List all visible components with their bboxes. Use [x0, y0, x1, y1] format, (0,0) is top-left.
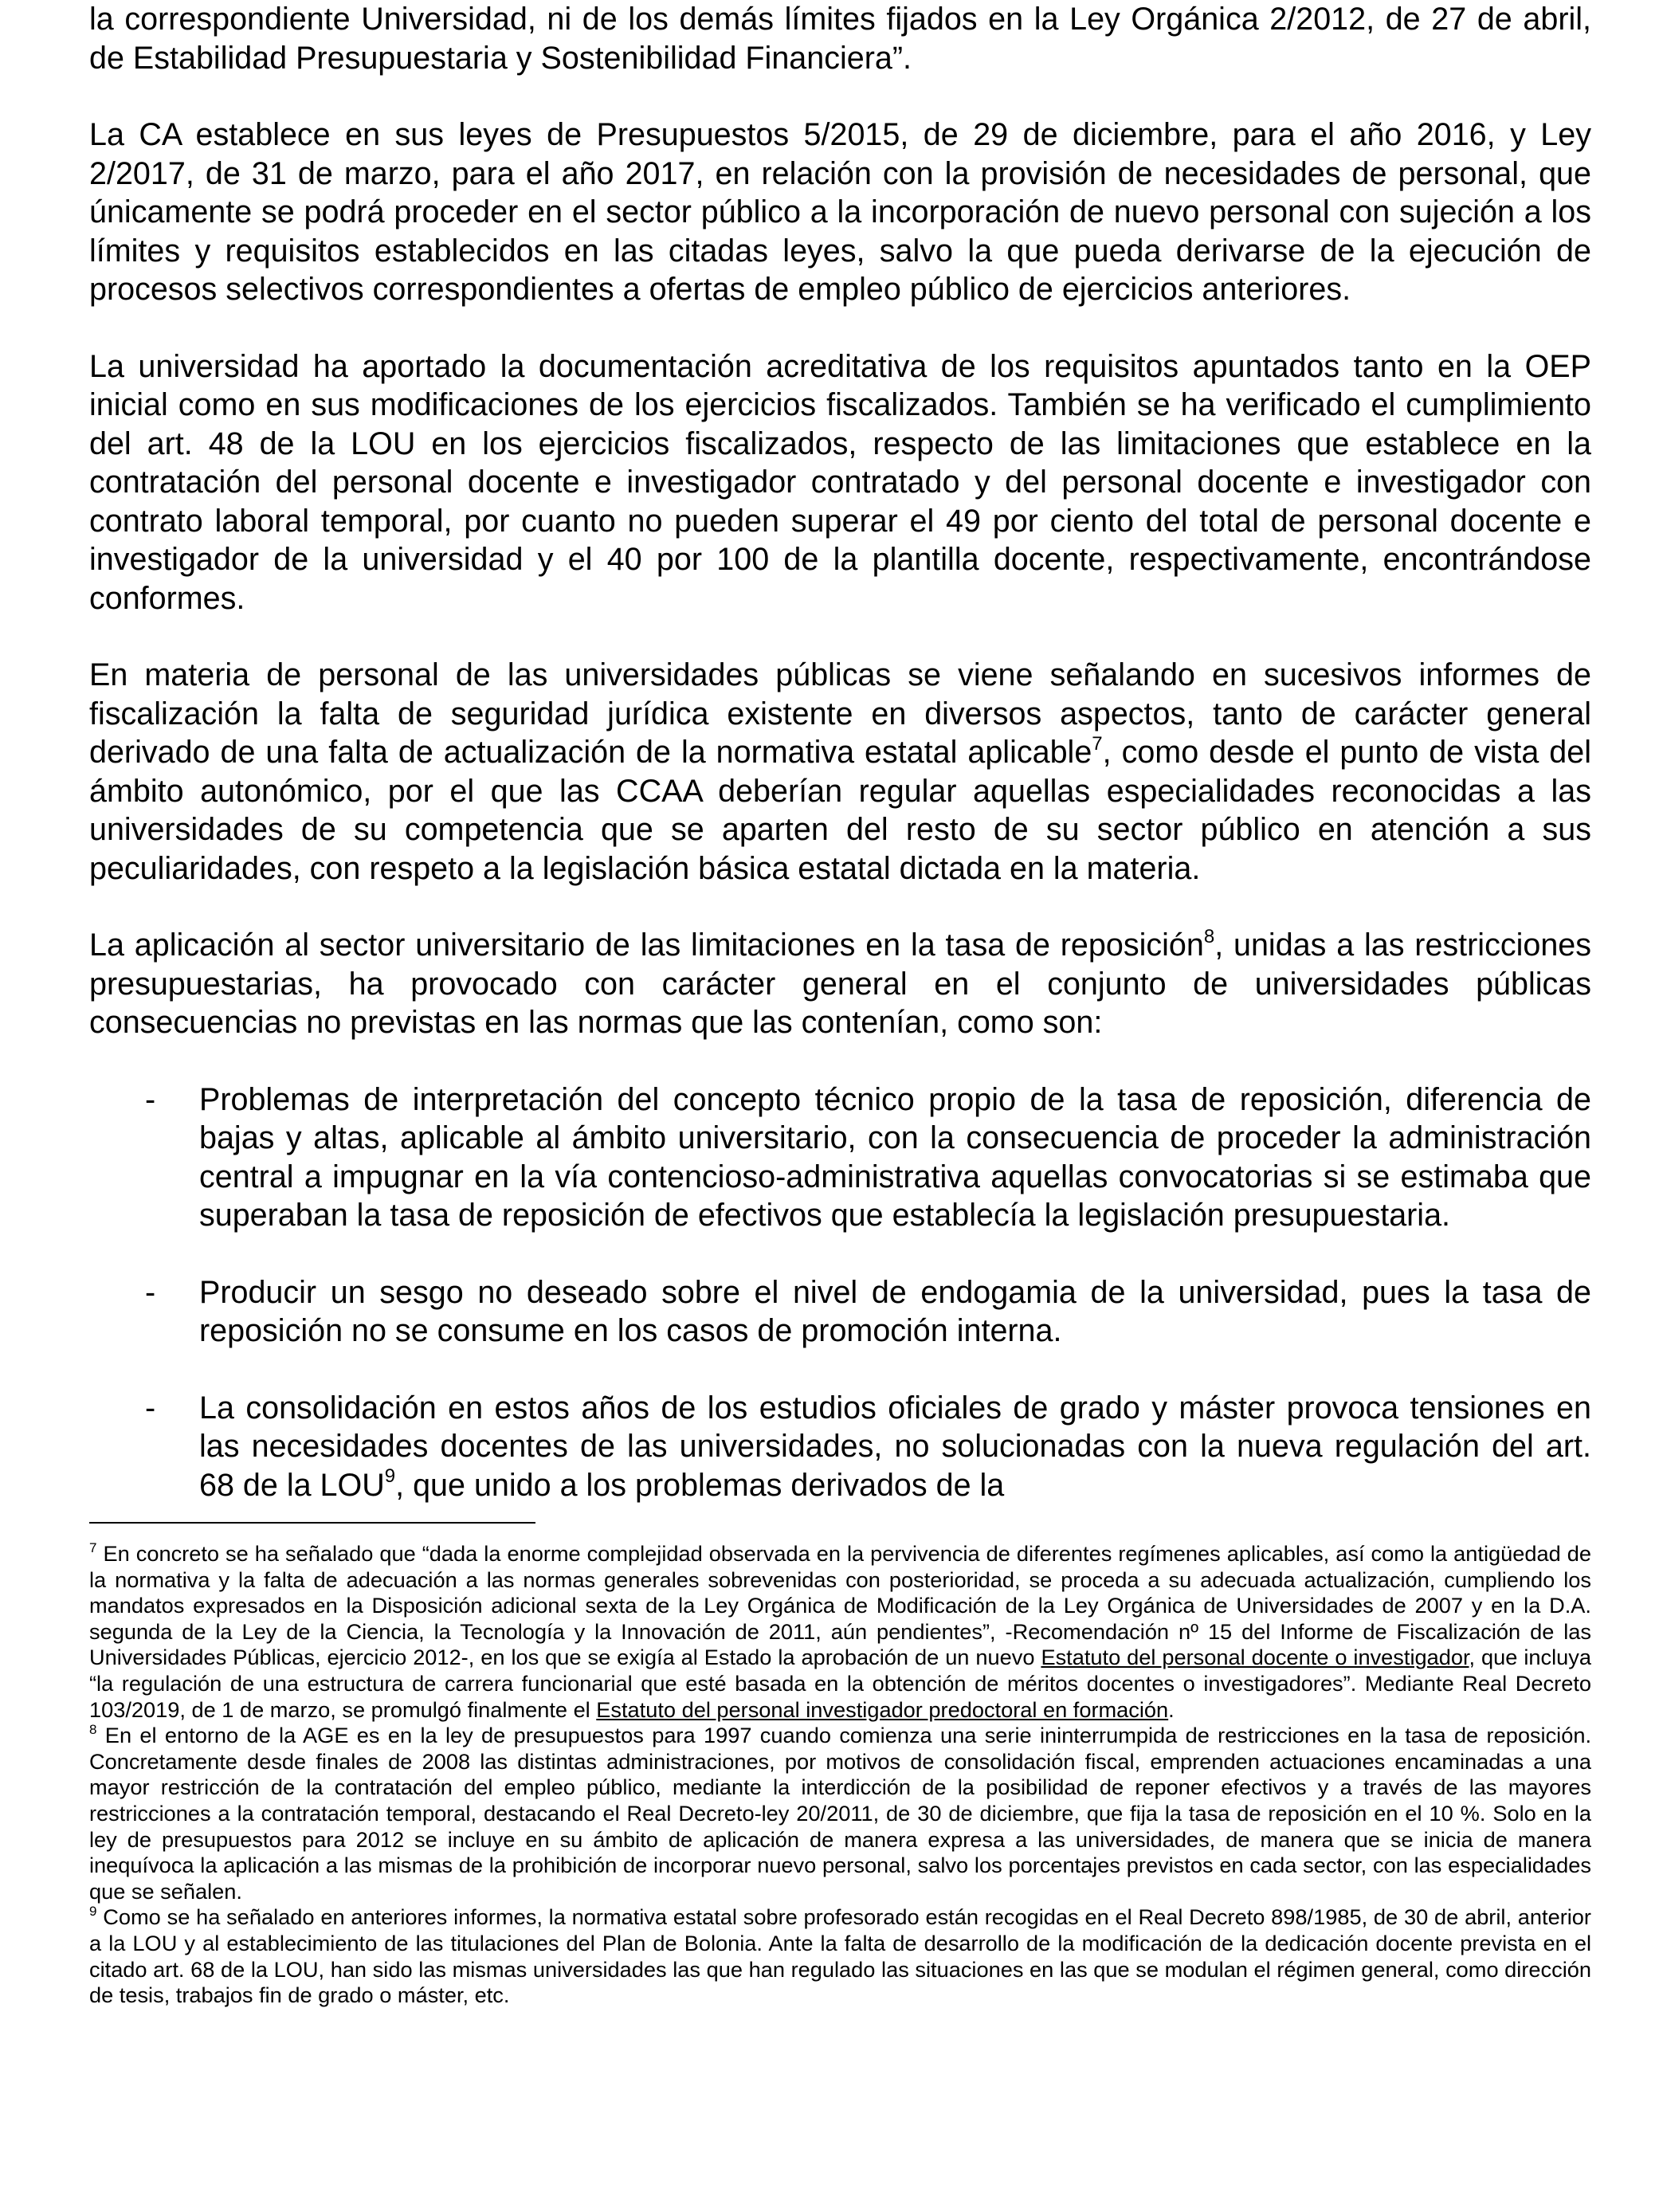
list-dash: - [145, 1274, 156, 1310]
footnote-text: Como se ha señalado en anteriores informes, la normativa estatal sobre profesorado están recogidas en el Real Decreto 898/1985, de 30 de abril, anterior a la LOU y al establecimiento de las titulaciones del Plan de Bolonia. Ante la falta de desarrollo de la modificación de la dedicación docente prevista en el citado art. 68 de la LOU, han sido las mismas universidades las que han regulado las situaciones en las que se modulan el régimen general, como dirección de tesis, trabajos fin de grado o máster, etc. [89, 1904, 1591, 2008]
list-item-text: , que unido a los problemas derivados de la [395, 1467, 1005, 1503]
footnote-number: 9 [89, 1904, 97, 1920]
list-item [89, 1273, 1591, 1351]
paragraph-legal-uncertainty [89, 656, 1591, 888]
document-page [89, 0, 1591, 2009]
predoctoral-statute-link[interactable]: Estatuto del personal investigador predoctoral en formación [596, 1696, 1169, 1722]
paragraph-intro-continuation: la correspondiente Universidad, ni de los demás límites fijados en la Ley Orgánica 2/2012, de 27 de abril, de Estabilidad Presupuestaria y Sostenibilidad Financiera”. [89, 2, 1591, 76]
footnote-ref-7[interactable]: 7 [1092, 732, 1103, 755]
footnote-number: 8 [89, 1722, 97, 1738]
list-item-text: La consolidación en estos años de los estudios oficiales de grado y máster provoca tensiones en las necesidades docentes de las universidades, no solucionadas con la nueva regulación del art. 68 de la LOU [199, 1390, 1591, 1503]
paragraph-budget-laws: La CA establece en sus leyes de Presupuestos 5/2015, de 29 de diciembre, para el año 2016, y Ley 2/2017, de 31 de marzo, para el año 2017, en relación con la provisión de necesidades de personal, que únicamente se podrá proceder en el sector público a la incorporación de nuevo personal con sujeción a los límites y requisitos establecidos en las citadas leyes, salvo la que pueda derivarse de la ejecución de procesos selectivos correspondientes a ofertas de empleo público de ejercicios anteriores. [89, 117, 1591, 307]
paragraph-text: En materia de personal de las universidades públicas se viene señalando en sucesivos informes de fiscalización la falta de seguridad jurídica existente en diversos aspectos, tanto de carácter general derivado de una falta de actualización de la normativa estatal aplicable [89, 657, 1591, 770]
footnote-7 [89, 1541, 1591, 1723]
footnote-ref-9[interactable]: 9 [384, 1465, 396, 1488]
list-dash: - [145, 1390, 156, 1426]
footnote-9 [89, 1904, 1591, 2008]
list-dash: - [145, 1081, 156, 1117]
footnote-number: 7 [89, 1539, 97, 1555]
footnote-8 [89, 1723, 1591, 1904]
paragraph-replacement-rate [89, 926, 1591, 1042]
footnote-text: En el entorno de la AGE es en la ley de presupuestos para 1997 cuando comienza una serie ininterrumpida de restricciones en la tasa de reposición. Concretamente desde finales de 2008 las distintas administraciones, por motivos de consolidación fiscal, emprenden actuaciones encaminadas a una mayor restricción de la contratación del empleo público, mediante la interdicción de la posibilidad de reponer efectivos y a través de las mayores restricciones a la contratación temporal, destacando el Real Decreto-ley 20/2011, de 30 de diciembre, que fija la tasa de reposición en el 10 %. Solo en la ley de presupuestos para 2012 se incluye en su ámbito de aplicación de manera expresa a las universidades, de manera que se inicia de manera inequívoca la aplicación a las mismas de la prohibición de incorporar nuevo personal, salvo los porcentajes previstos en cada sector, con las especialidades que se señalen. [89, 1723, 1591, 1904]
footnote-separator [89, 1522, 535, 1524]
list-item [89, 1389, 1591, 1505]
footnote-text: En concreto se ha señalado que “dada la enorme complejidad observada en la pervivencia de diferentes regímenes aplicables, así como la antigüedad de la normativa y la falta de adecuación a las normas generales sobrevenidas con posterioridad, se proceda a su adecuada actualización, cumpliendo los mandatos expresados en la Disposición adicional sexta de la Ley Orgánica de Modificación de la Ley Orgánica de Universidades de 2007 y en la D.A. segunda de la Ley de la Ciencia, la Tecnología y la Innovación de 2011, aún pendientes”, -Recomendación nº 15 del Informe de Fiscalización de las Universidades Públicas, ejercicio 2012-, en los que se exigía al Estado la aprobación de un nuevo [89, 1541, 1591, 1670]
paragraph-text: La aplicación al sector universitario de las limitaciones en la tasa de reposición [89, 928, 1204, 963]
list-item-text: Problemas de interpretación del concepto técnico propio de la tasa de reposición, diferencia de bajas y altas, aplicable al ámbito universitario, con la consecuencia de proceder la administración central a impugnar en la vía contencioso-administrativa aquellas convocatorias si se estimaba que superaban la tasa de reposición de efectivos que establecía la legislación presupuestaria. [199, 1081, 1591, 1233]
consequences-list [89, 1081, 1591, 1505]
paragraph-documentation: La universidad ha aportado la documentación acreditativa de los requisitos apuntados tanto en la OEP inicial como en sus modificaciones de los ejercicios fiscalizados. También se ha verificado el cumplimiento del art. 48 de la LOU en los ejercicios fiscalizados, respecto de las limitaciones que establece en la contratación del personal docente e investigador contratado y del personal docente e investigador con contrato laboral temporal, por cuanto no pueden superar el 49 por ciento del total de personal docente e investigador de la universidad y el 40 por 100 de la plantilla docente, respectivamente, encontrándose conformes. [89, 348, 1591, 616]
paragraph-text: , unidas a las restricciones presupuestarias, ha provocado con carácter general en el conjunto de universidades públicas consecuencias no previstas en las normas que las contenían, como son: [89, 928, 1592, 1040]
footnote-ref-8[interactable]: 8 [1203, 925, 1215, 947]
footnote-text: . [1168, 1696, 1175, 1722]
list-item-text: Producir un sesgo no deseado sobre el nivel de endogamia de la universidad, pues la tasa de reposición no se consume en los casos de promoción interna. [199, 1274, 1591, 1348]
footnote-text: , que incluya “la regulación de una estructura de carrera funcionarial que esté basada en la obtención de méritos docentes o investigadores”. Mediante Real Decreto 103/2019, de 1 de marzo, se promulgó finalmente el [89, 1645, 1591, 1722]
list-item [89, 1081, 1591, 1235]
paragraph-text: , como desde el punto de vista del ámbito autonómico, por el que las CCAA deberían regular aquellas especialidades reconocidas a las universidades de su competencia que se aparten del resto de su sector público en atención a sus peculiaridades, con respeto a la legislación básica estatal dictada en la materia. [89, 735, 1591, 886]
statute-link[interactable]: Estatuto del personal docente o investigador [1041, 1645, 1469, 1670]
